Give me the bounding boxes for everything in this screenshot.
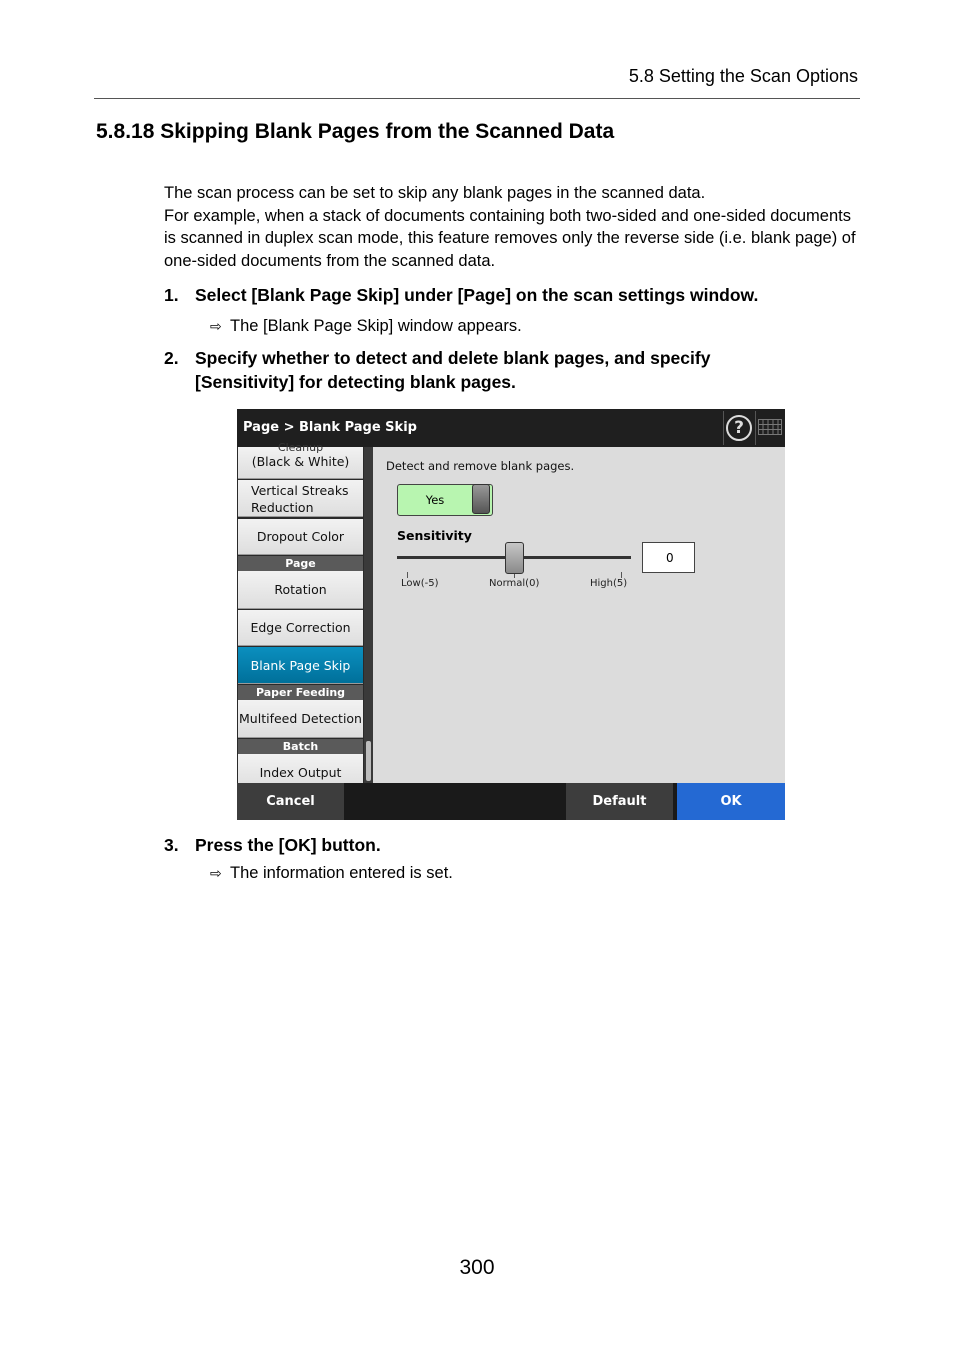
sidebar-item-cleanup[interactable] [238, 441, 363, 479]
detect-label: Detect and remove blank pages. [386, 459, 575, 473]
sidebar-scrollbar[interactable] [364, 447, 373, 783]
help-icon[interactable]: ? [726, 415, 752, 441]
sensitivity-slider-knob[interactable] [505, 542, 524, 574]
step-2-text: Specify whether to detect and delete blank pages, and specify [Sensitivity] for detecting blank pages. [195, 348, 711, 392]
sidebar-item-dropout-color-label: Dropout Color [256, 529, 345, 544]
step-1-result [210, 317, 522, 336]
sidebar-item-vertical-streaks-label-1: Vertical Streaks [251, 483, 349, 498]
intro-line-2: For example, when a stack of documents containing both two-sided and one-sided documents is scanned in duplex scan mode, this feature removes only the reverse side (i.e. blank page) of one-sided documents from the scanned data. [164, 206, 856, 270]
settings-sidebar [237, 441, 364, 783]
tick-normal-label: Normal(0) [489, 578, 540, 589]
sidebar-header-batch: Batch [238, 739, 363, 754]
sidebar-header-paper-feeding: Paper Feeding [238, 685, 363, 700]
sidebar-item-multifeed-detection[interactable] [238, 700, 363, 738]
keyboard-icon[interactable] [758, 419, 782, 435]
step-3 [164, 833, 864, 857]
step-2 [164, 346, 864, 394]
step-3-number: 3. [164, 835, 179, 855]
intro-line-1: The scan process can be set to skip any blank pages in the scanned data. [164, 184, 706, 202]
step-3-result [210, 864, 453, 883]
tick-low-label: Low(-5) [401, 578, 439, 589]
tick-high-label: High(5) [590, 578, 628, 589]
sensitivity-value-field[interactable]: 0 [642, 542, 695, 573]
sidebar-item-vertical-streaks[interactable] [238, 480, 363, 517]
sidebar-item-blank-page-skip[interactable] [238, 647, 363, 684]
blank-page-skip-window [237, 409, 785, 820]
ok-button[interactable]: OK [677, 783, 785, 820]
sidebar-item-edge-correction[interactable] [238, 610, 363, 646]
running-header: 5.8 Setting the Scan Options [628, 66, 858, 86]
detect-toggle-knob[interactable] [472, 484, 490, 514]
cancel-button[interactable]: Cancel [237, 783, 344, 820]
step-1-text: Select [Blank Page Skip] under [Page] on the scan settings window. [195, 285, 759, 305]
step-3-result-text: The information entered is set. [230, 864, 453, 882]
sidebar-scroll-thumb[interactable] [366, 741, 371, 781]
section-title: 5.8.18 Skipping Blank Pages from the Scanned Data [96, 120, 615, 143]
sidebar-item-dropout-color[interactable] [238, 519, 363, 555]
detect-toggle-value: Yes [425, 493, 445, 507]
step-1 [164, 283, 864, 307]
sidebar-item-cleanup-sublabel: (Black & White) [251, 454, 350, 469]
header-rule [94, 98, 860, 99]
sidebar-item-vertical-streaks-label-2: Reduction [251, 500, 314, 515]
breadcrumb: Page > Blank Page Skip [243, 420, 417, 435]
sidebar-item-rotation[interactable] [238, 571, 363, 609]
result-arrow-icon: ⇨ [210, 866, 222, 882]
intro-paragraph [164, 182, 864, 272]
result-arrow-icon: ⇨ [210, 319, 222, 335]
sidebar-item-index-output-label: Index Output [259, 765, 342, 780]
sensitivity-label: Sensitivity [397, 528, 472, 543]
sidebar-header-page: Page [238, 556, 363, 571]
step-1-number: 1. [164, 285, 179, 305]
default-button[interactable]: Default [566, 783, 673, 820]
step-2-number: 2. [164, 348, 179, 368]
sidebar-item-cleanup-label: Cleanup [277, 441, 324, 454]
page-number: 300 [459, 1256, 495, 1279]
sidebar-item-multifeed-detection-label: Multifeed Detection [239, 711, 362, 726]
sidebar-item-edge-correction-label: Edge Correction [250, 620, 351, 635]
sidebar-item-blank-page-skip-label: Blank Page Skip [250, 658, 351, 673]
step-1-result-text: The [Blank Page Skip] window appears. [230, 317, 522, 335]
sidebar-item-rotation-label: Rotation [274, 582, 327, 597]
step-3-text: Press the [OK] button. [195, 835, 381, 855]
